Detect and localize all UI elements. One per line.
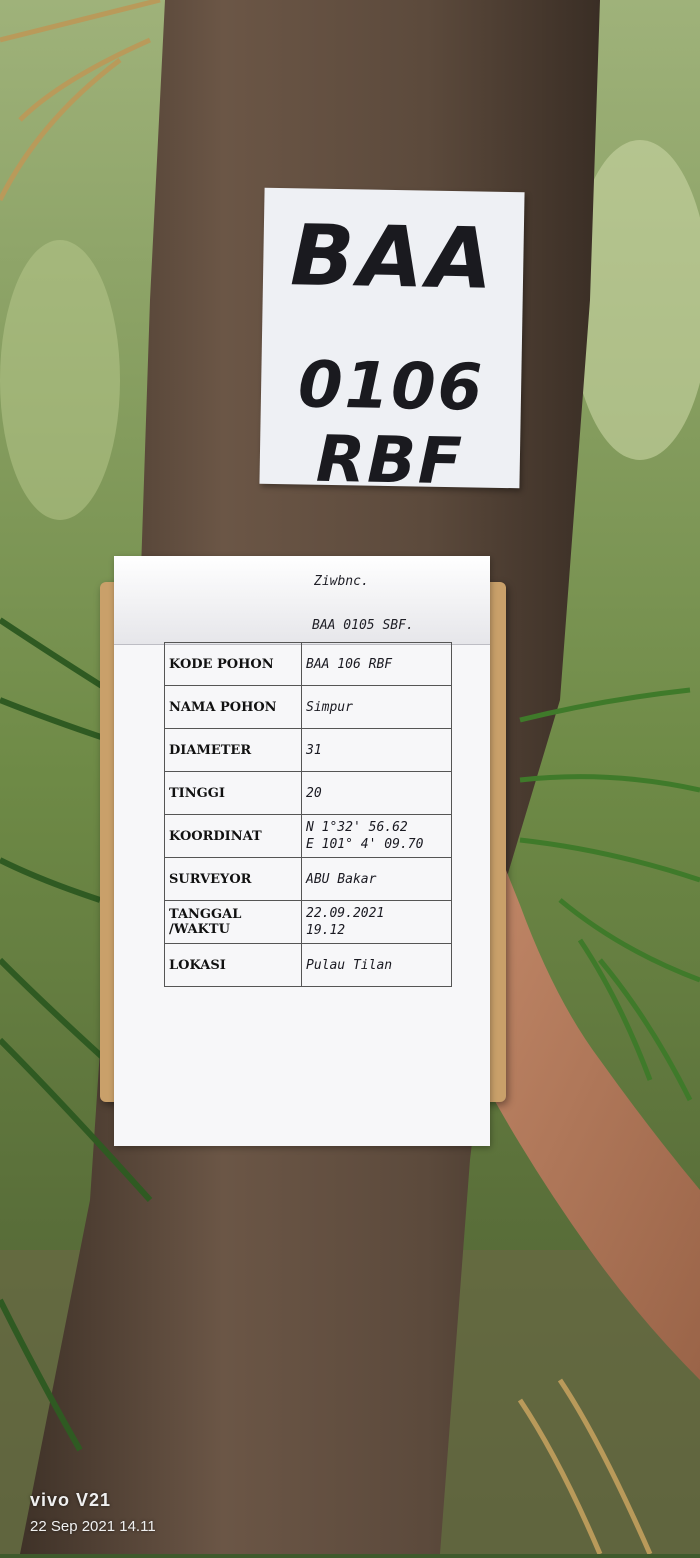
- value-diameter: 31: [302, 729, 452, 772]
- value-koordinat: [302, 815, 452, 858]
- survey-sheet: [114, 556, 490, 1146]
- camera-brand-watermark: vivo V21: [30, 1490, 112, 1510]
- label-diameter: DIAMETER: [165, 729, 302, 772]
- label-koordinat: KOORDINAT: [165, 815, 302, 858]
- value-surveyor: ABU Bakar: [302, 858, 452, 901]
- table-row: [165, 686, 452, 729]
- label-waktu: /WAKTU: [169, 922, 230, 937]
- tag-code-line2: 0106 RBF: [297, 348, 485, 500]
- flap-note-2: BAA 0105 SBF.: [312, 618, 414, 633]
- camera-datetime-watermark: 22 Sep 2021 14.11: [30, 1518, 156, 1535]
- table-row: [165, 772, 452, 815]
- table-row: [165, 815, 452, 858]
- value-koordinat-north: N 1°32' 56.62: [306, 820, 408, 835]
- value-kode-pohon: BAA 106 RBF: [302, 643, 452, 686]
- value-lokasi: Pulau Tilan: [302, 944, 452, 987]
- table-row: [165, 643, 452, 686]
- label-kode-pohon: KODE POHON: [165, 643, 302, 686]
- label-lokasi: LOKASI: [165, 944, 302, 987]
- value-nama-pohon: Simpur: [302, 686, 452, 729]
- value-tanggal-waktu: [302, 901, 452, 944]
- value-tanggal: 22.09.2021: [306, 906, 385, 921]
- tag-code-line1: BAA: [289, 206, 498, 308]
- sheet-flap: [114, 556, 490, 645]
- label-tanggal-waktu: [165, 901, 302, 944]
- value-tinggi: 20: [302, 772, 452, 815]
- tree-info-table: [164, 642, 452, 987]
- label-tanggal: TANGGAL: [169, 907, 242, 922]
- value-waktu: 19.12: [306, 923, 346, 938]
- label-tinggi: TINGGI: [165, 772, 302, 815]
- tree-tag-paper: [259, 188, 524, 500]
- label-surveyor: SURVEYOR: [165, 858, 302, 901]
- table-row: [165, 858, 452, 901]
- value-koordinat-east: E 101° 4' 09.70: [306, 837, 424, 852]
- table-row: [165, 944, 452, 987]
- sky-patch: [0, 240, 120, 520]
- table-row: [165, 901, 452, 944]
- label-nama-pohon: NAMA POHON: [165, 686, 302, 729]
- table-row: [165, 729, 452, 772]
- flap-note-1: Ziwbnc.: [314, 574, 369, 589]
